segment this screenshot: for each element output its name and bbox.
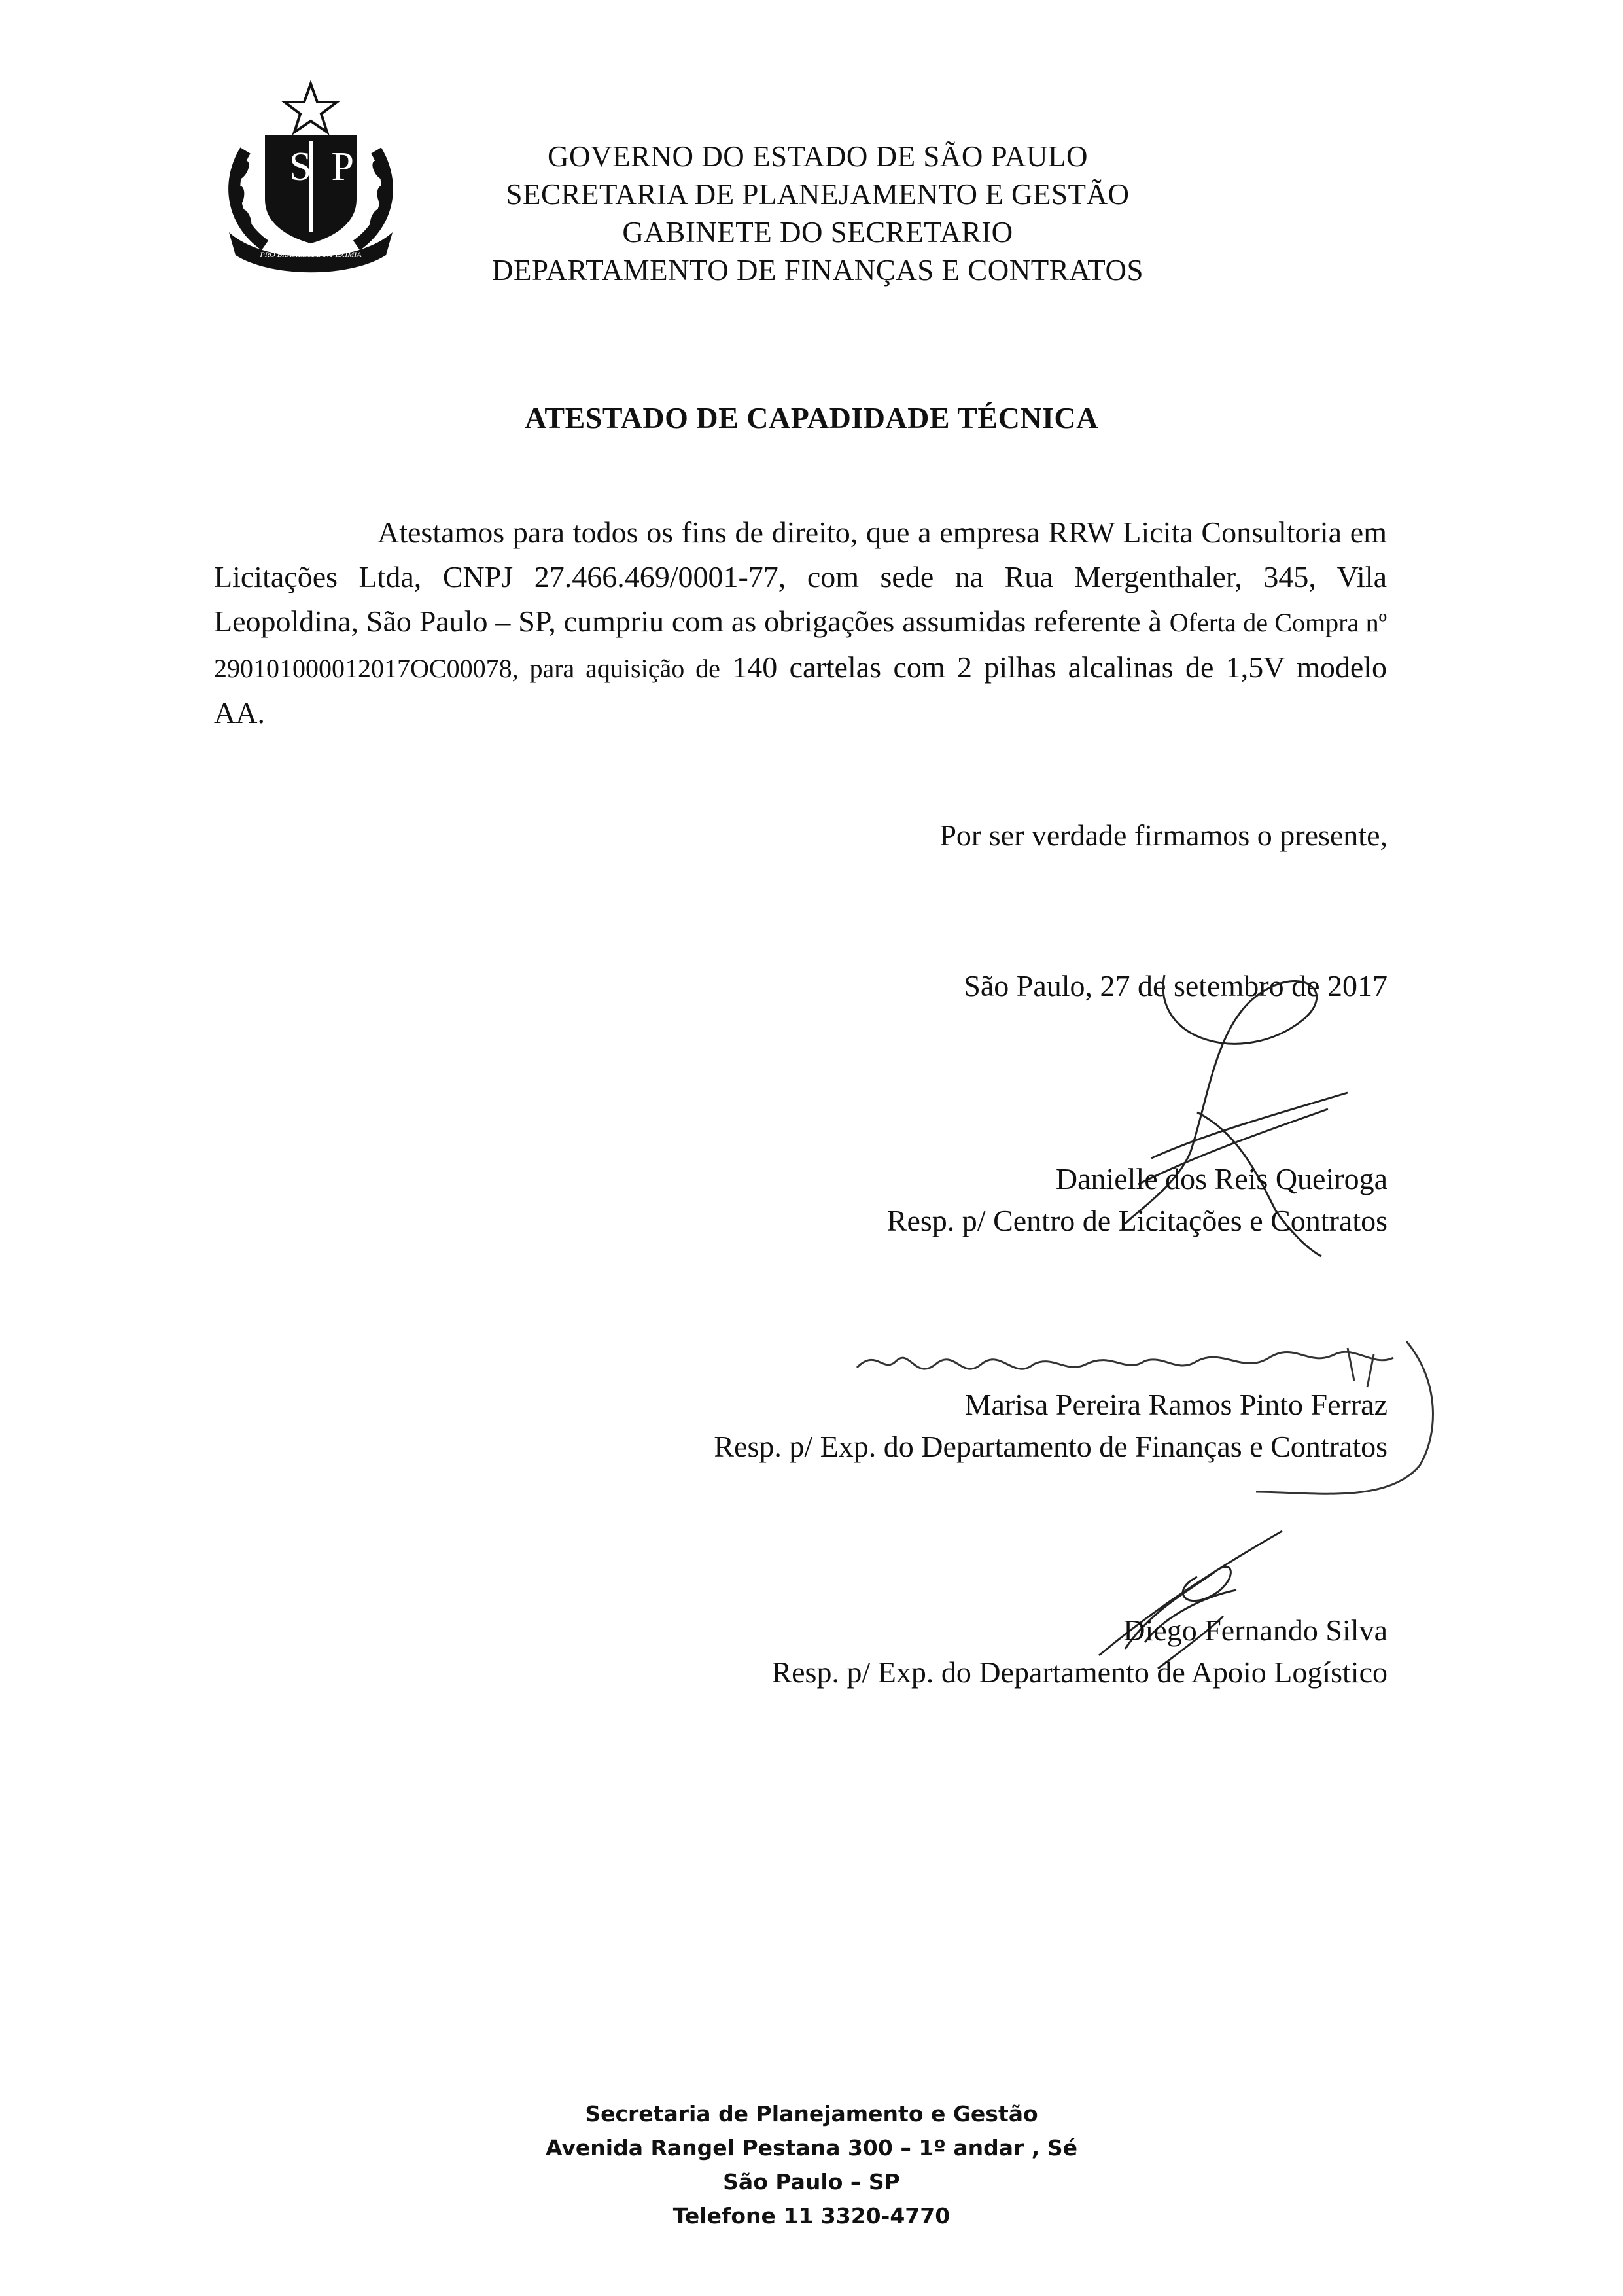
footer-phone: Telefone 11 3320-4770 xyxy=(672,2203,951,2229)
offer-reference: Oferta de Compra nº 290101000012017OC00078, para aquisição de xyxy=(214,608,1387,683)
signature-block-1 xyxy=(887,1158,1387,1242)
signatory-name-2: Marisa Pereira Ramos Pinto Ferraz xyxy=(964,1388,1387,1421)
header-line-department: DEPARTAMENTO DE FINANÇAS E CONTRATOS xyxy=(492,254,1143,287)
letterhead xyxy=(458,137,1178,289)
place-and-date: São Paulo, 27 de setembro de 2017 xyxy=(964,969,1387,1002)
signature-block-2 xyxy=(714,1384,1387,1468)
signatory-name-3: Diego Fernando Silva xyxy=(1123,1614,1387,1647)
signatory-name-1: Danielle dos Reis Queiroga xyxy=(1055,1162,1387,1195)
footer-address xyxy=(0,2097,1623,2233)
document-title: ATESTADO DE CAPADIDADE TÉCNICA xyxy=(525,401,1098,434)
header-line-government: GOVERNO DO ESTADO DE SÃO PAULO xyxy=(547,140,1088,173)
signatory-role-1: Resp. p/ Centro de Licitações e Contratos xyxy=(886,1204,1387,1237)
body-paragraph xyxy=(214,510,1387,735)
header-line-cabinet: GABINETE DO SECRETARIO xyxy=(622,216,1013,249)
sao-paulo-coat-of-arms-icon xyxy=(219,79,402,275)
footer-secretariat: Secretaria de Planejamento e Gestão xyxy=(585,2101,1038,2127)
signatory-role-3: Resp. p/ Exp. do Departamento de Apoio Logístico xyxy=(771,1655,1387,1689)
closing-statement: Por ser verdade firmamos o presente, xyxy=(939,819,1387,852)
header-line-secretariat: SECRETARIA DE PLANEJAMENTO E GESTÃO xyxy=(506,178,1130,211)
document-body xyxy=(214,510,1387,735)
footer-city: São Paulo – SP xyxy=(723,2169,900,2195)
footer-street-address: Avenida Rangel Pestana 300 – 1º andar , Sé xyxy=(546,2135,1077,2161)
signatory-role-2: Resp. p/ Exp. do Departamento de Finanças e Contratos xyxy=(714,1430,1387,1463)
seal-motto: PRO BRASILIA FIANT EXIMIA xyxy=(260,250,362,259)
seal-letters: SP xyxy=(289,145,374,189)
body-text-part1: Atestamos para todos os fins de direito, que a empresa RRW Licita Consultoria em Licitações Ltda, CNPJ 27.466.469/0001-77, com sede na Rua Mergenthaler, 345, Vila Leopoldina, São Paulo – SP, cumpriu com as obrigações assumidas referente à xyxy=(214,516,1387,638)
signature-block-3 xyxy=(771,1610,1387,1693)
body-text-part2: 140 cartelas com 2 pilhas alcalinas de 1,5V modelo AA. xyxy=(214,650,1387,730)
